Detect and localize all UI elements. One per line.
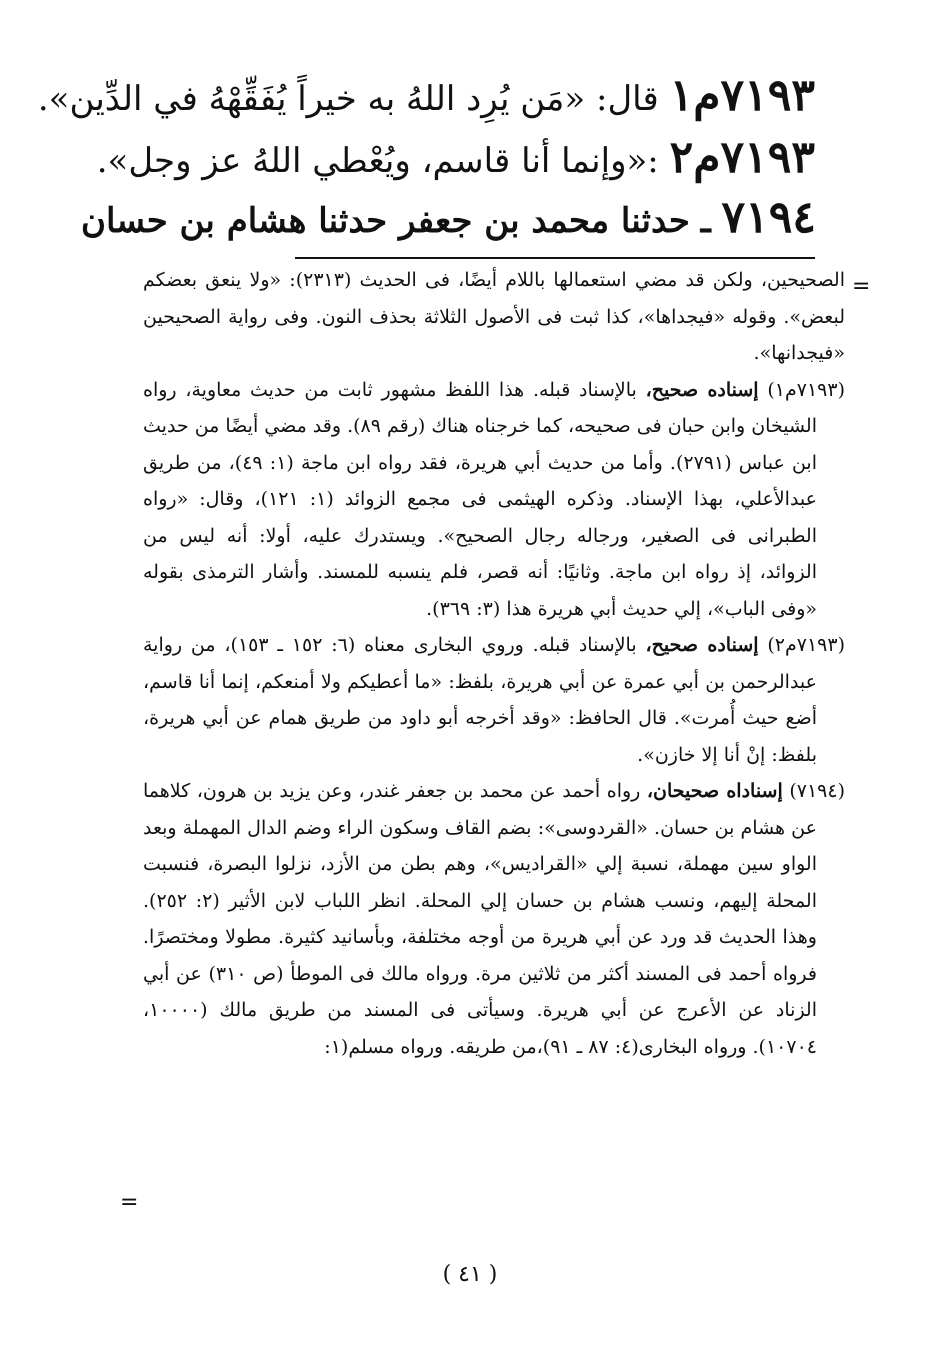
footnote-ref: (٧١٩٤) xyxy=(789,780,845,802)
footnote-ref: (٧١٩٣م١) xyxy=(767,378,845,401)
footnote-text: رواه أحمد عن محمد بن جعفر غندر، وعن يزيد بن هرون، كلاهما عن هشام بن حسان. «القردوسى»: بضم القاف وسكون الراء وضم الدال المهملة وبعد الواو سين مهملة، نسبة إلي «القراديس»، وهم بطن من الأزد، نزلوا البصرة، فنسبت المحلة إليهم، ونسب هشام بن حسان إلي المحلة. انظر اللباب لابن الأثير (٢: ٢٥٢). وهذا الحديث قد ورد عن أبي هريرة من أوجه مختلفة، وبأسانيد كثيرة. مطولا ومختصرًا. فرواه أحمد فى المسند أكثر من ثلاثين مرة. ورواه مالك فى الموطأ (ص ٣١٠) عن أبي الزناد عن الأعرج عن أبي هريرة. وسيأتى فى المسند من طريق مالك (١٠٠٠٠، ١٠٧٠٤). ورواه البخارى(٤: ٨٧ ـ ٩١)،من طريقه. ورواه مسلم(١: xyxy=(143,780,817,1058)
continuation-marker-bottom: = xyxy=(120,1190,139,1215)
hadith-line-7193m1 xyxy=(38,70,815,125)
footnote-ref: (٧١٩٣م٢) xyxy=(767,634,846,656)
footnote-7194 xyxy=(143,773,845,1065)
footnote-label: إسناداه صحيحان، xyxy=(646,780,783,802)
footnote-label: إسناده صحيح، xyxy=(645,378,759,401)
footnote-text: بالإسناد قبله. هذا اللفظ مشهور ثابت من حديث معاوية، رواه الشيخان وابن حبان فى صحيحه، كما خرجناه هناك (رقم ٨٩). وقد مضي أيضًا من حديث ابن عباس (٢٧٩١). وأما من حديث أبي هريرة، فقد رواه ابن ماجة (١: ٤٩)، من طريق عبدالأعلي، بهذا الإسناد. وذكره الهيثمى فى مجمع الزوائد (١: ١٢١)، وقال: «رواه الطبرانى فى الصغير، ورجاله رجال الصحيح». ويستدرك عليه، أولا: أنه ليس من الزوائد، إذ رواه ابن ماجة. وثانيًا: أنه قصر، فلم ينسبه للمسند. وأشار الترمذى بقوله «وفى الباب»، إلي حديث أبي هريرة هذا (٣: ٣٦٩). xyxy=(143,378,818,620)
footnote-text: بالإسناد قبله. وروي البخارى معناه (٦: ١٥٢ ـ ١٥٣)، من رواية عبدالرحمن بن أبي عمرة عن أبي هريرة، بلفظ: «ما أعطيكم ولا أمنعكم، إنما أنا قاسم، أضع حيث أُمرت». قال الحافظ: «وقد أخرجه أبو داود من طريق همام عن أبي هريرة، بلفظ: إنْ أنا إلا خازن». xyxy=(143,634,817,766)
hadith-number: ٧١٩٣م١ xyxy=(669,70,815,121)
hadith-text: :«وإنما أنا قاسم، ويُعْطي اللهُ عز وجل». xyxy=(96,141,659,181)
hadith-dash: ـ xyxy=(700,201,711,241)
footnote-7193m1 xyxy=(143,372,845,628)
continuation-marker-top: = xyxy=(852,274,871,299)
footnote-separator xyxy=(295,257,815,259)
footnote-label: إسناده صحيح، xyxy=(645,634,759,656)
hadith-line-7193m2 xyxy=(97,132,815,187)
hadith-text: حدثنا محمد بن جعفر حدثنا هشام بن حسان xyxy=(81,201,690,241)
hadith-line-7194 xyxy=(81,192,816,247)
footnote-continued: الصحيحين، ولكن قد مضي استعمالها باللام أيضًا، فى الحديث (٢٣١٣): «ولا ينعق بعضكم لبعض». وقوله «فيجداها»، كذا ثبت فى الأصول الثلاثة بحذف النون. وفى رواية الصحيحين «فيجدانها». xyxy=(143,269,845,364)
footnotes xyxy=(143,262,845,1065)
footnote-7193m2 xyxy=(143,627,845,773)
hadith-number: ٧١٩٤ xyxy=(721,192,816,243)
hadith-text: قال: «مَن يُرِد اللهُ به خيراً يُفَقِّهْهُ في الدِّين». xyxy=(37,79,659,119)
hadith-number: ٧١٩٣م٢ xyxy=(669,132,815,183)
page-number: ( ٤١ ) xyxy=(442,1262,498,1287)
